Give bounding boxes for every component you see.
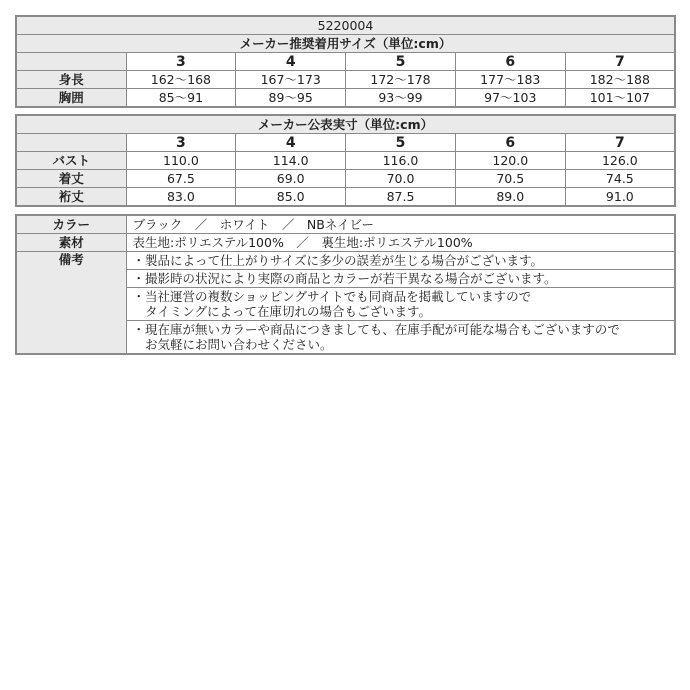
- size-header: 4: [236, 53, 346, 71]
- table-cell: 114.0: [236, 152, 346, 170]
- table-cell: 177～183: [455, 71, 565, 89]
- row-label-length: 着丈: [16, 170, 126, 188]
- note-line: お気軽にお問い合わせください。: [132, 337, 333, 352]
- size-header: 6: [455, 53, 565, 71]
- table-cell: 85.0: [236, 188, 346, 207]
- material-value: 表生地:ポリエステル100% ／ 裏生地:ポリエステル100%: [126, 234, 675, 252]
- material-label: 素材: [16, 234, 126, 252]
- color-value: ブラック ／ ホワイト ／ NBネイビー: [126, 215, 675, 234]
- table-cell: 101～107: [565, 89, 675, 108]
- table-row: [16, 152, 675, 170]
- material-row: [16, 234, 675, 252]
- row-label-height: 身長: [16, 71, 126, 89]
- size-header: 3: [126, 134, 236, 152]
- table-cell: 116.0: [346, 152, 456, 170]
- table-cell: 89.0: [455, 188, 565, 207]
- table-cell: 93～99: [346, 89, 456, 108]
- note-item: [126, 270, 675, 288]
- notes-label: 備考: [16, 252, 126, 355]
- table-cell: 70.5: [455, 170, 565, 188]
- color-label: カラー: [16, 215, 126, 234]
- note-line: ・現在庫が無いカラーや商品につきましても、在庫手配が可能な場合もございますので: [132, 322, 620, 337]
- table-cell: 182～188: [565, 71, 675, 89]
- product-code-row: [16, 16, 675, 35]
- row-label-sleeve: 裄丈: [16, 188, 126, 207]
- size-header-row: [16, 53, 675, 71]
- table-row: [16, 71, 675, 89]
- table-cell: 120.0: [455, 152, 565, 170]
- size-header: 4: [236, 134, 346, 152]
- table-cell: 83.0: [126, 188, 236, 207]
- note-item: [126, 321, 675, 355]
- table-cell: 69.0: [236, 170, 346, 188]
- note-row: [16, 252, 675, 270]
- row-label-chest: 胸囲: [16, 89, 126, 108]
- product-info-table: [15, 214, 676, 355]
- table-cell: 162～168: [126, 71, 236, 89]
- table-cell: 91.0: [565, 188, 675, 207]
- note-line: ・当社運営の複数ショッピングサイトでも同商品を掲載していますので: [132, 289, 532, 304]
- size-header: 7: [565, 53, 675, 71]
- recommended-size-table: [15, 15, 676, 108]
- table-cell: 126.0: [565, 152, 675, 170]
- color-row: [16, 215, 675, 234]
- table-cell: 85～91: [126, 89, 236, 108]
- note-item: [126, 252, 675, 270]
- size-header: 3: [126, 53, 236, 71]
- table-cell: 89～95: [236, 89, 346, 108]
- table-cell: 87.5: [346, 188, 456, 207]
- table-cell: 172～178: [346, 71, 456, 89]
- size-header: 5: [346, 134, 456, 152]
- note-line: タイミングによって在庫切れの場合もございます。: [132, 304, 432, 319]
- size-header-row: [16, 134, 675, 152]
- table-cell: 70.0: [346, 170, 456, 188]
- measurement-title-row: [16, 115, 675, 134]
- table-row: [16, 170, 675, 188]
- size-header: 6: [455, 134, 565, 152]
- table-cell: 167～173: [236, 71, 346, 89]
- measurement-title: メーカー公表実寸（単位:cm）: [16, 115, 675, 134]
- table-cell: 74.5: [565, 170, 675, 188]
- note-line: ・撮影時の状況により実際の商品とカラーが若干異なる場合がございます。: [132, 271, 557, 286]
- note-line: ・製品によって仕上がりサイズに多少の誤差が生じる場合がございます。: [132, 253, 544, 268]
- table-cell: 67.5: [126, 170, 236, 188]
- table-cell: 110.0: [126, 152, 236, 170]
- corner-cell: [16, 134, 126, 152]
- size-header: 7: [565, 134, 675, 152]
- measurement-table: [15, 114, 676, 207]
- note-item: [126, 288, 675, 321]
- corner-cell: [16, 53, 126, 71]
- row-label-bust: バスト: [16, 152, 126, 170]
- product-code: 5220004: [16, 16, 675, 35]
- table-row: [16, 188, 675, 207]
- table-cell: 97～103: [455, 89, 565, 108]
- size-header: 5: [346, 53, 456, 71]
- recommended-title-row: [16, 35, 675, 53]
- recommended-title: メーカー推奨着用サイズ（単位:cm）: [16, 35, 675, 53]
- table-row: [16, 89, 675, 108]
